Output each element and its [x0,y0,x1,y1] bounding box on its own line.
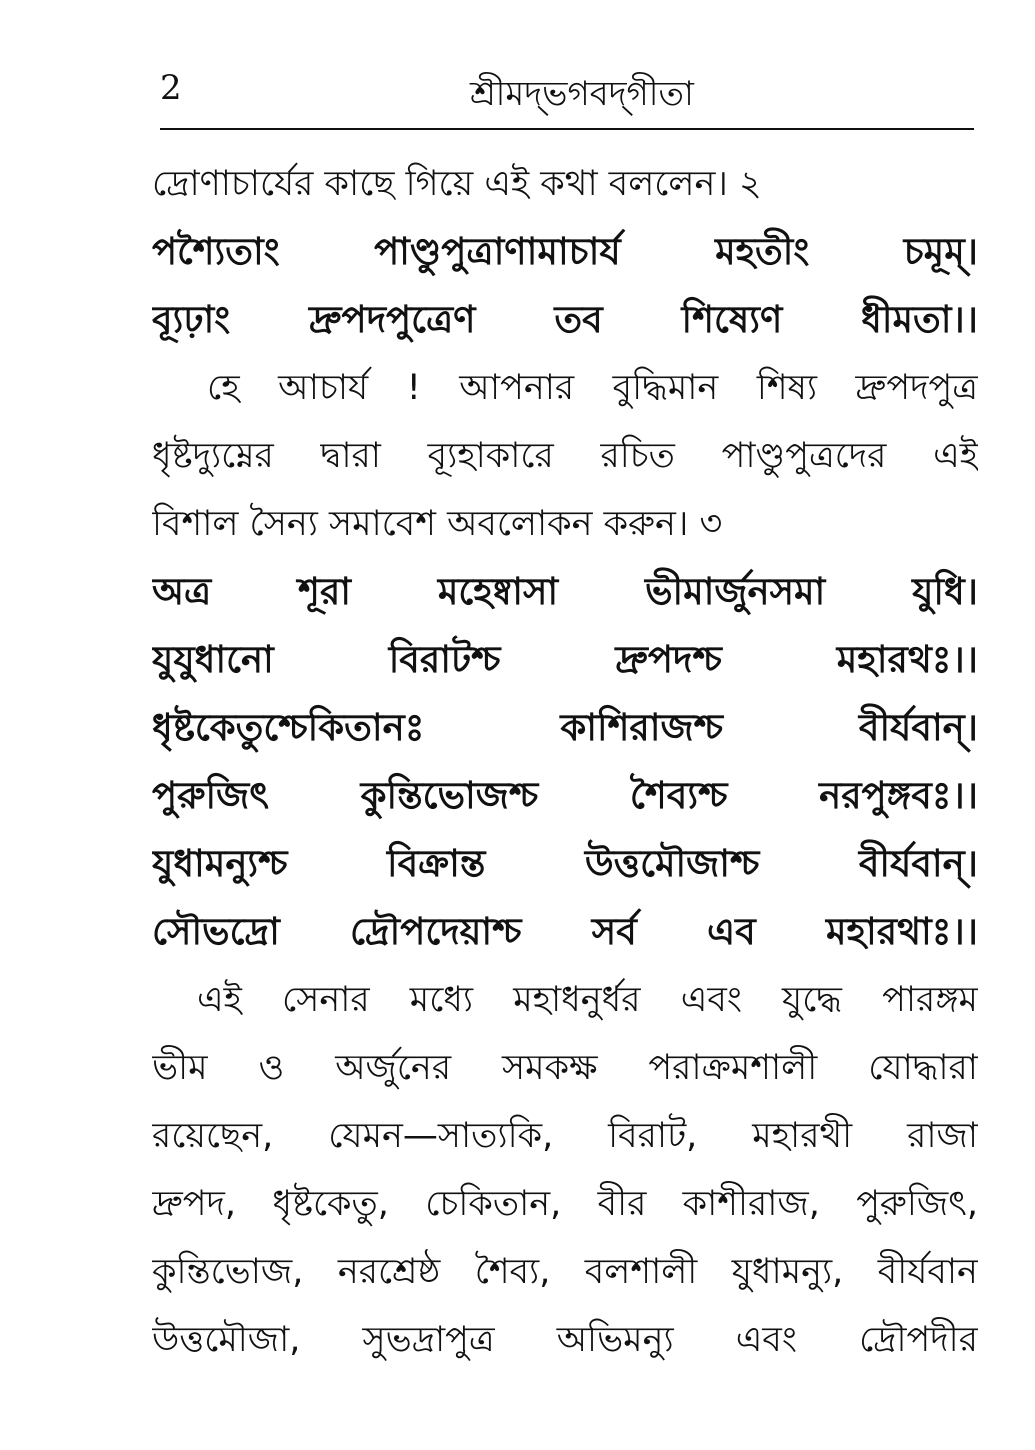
shloka-3 [152,218,978,354]
word: যেমন—সাত্যকি, [328,1116,554,1156]
word: বীর্যবান্‌। [858,706,978,749]
word: ধৃষ্টদ্যুম্নের [152,436,274,476]
word: বলশালী [584,1252,698,1292]
word: অভিমন্যু [556,1320,674,1360]
word: সেনার [282,980,370,1020]
page-body [152,150,978,1374]
word: এই [933,436,978,476]
text-line [152,354,978,422]
header-rule [160,128,974,130]
word: পাণ্ডুপুত্রদের [721,436,887,476]
word: কাশিরাজশ্চ [560,706,723,749]
word: উত্তমৌজাশ্চ [584,842,760,885]
word: শূরা [298,570,352,613]
word: কুন্তিভোজ, [152,1252,304,1292]
word: পশ্যৈতাং [152,230,280,273]
word: হে [207,368,240,408]
word: বিক্রান্ত [387,842,486,885]
word: মধ্যে [409,980,474,1020]
word: মহারথঃ।। [836,638,978,681]
word: দ্রুপদশ্চ [615,638,722,681]
word: দ্রৌপদেয়াশ্চ [350,910,522,953]
word: সুভদ্রাপুত্র [362,1320,495,1360]
word: যুধামন্যু, [731,1252,844,1292]
text-line [152,1102,978,1170]
word: পুরুজিৎ, [856,1184,978,1224]
word: উত্তমৌজা, [152,1320,301,1360]
verse-line [152,558,978,626]
word: যোদ্ধারা [868,1048,978,1088]
text-line [152,150,978,218]
word: মহারথী [752,1116,853,1156]
verse-line [152,218,978,286]
shloka-4-6 [152,558,978,966]
word: মহারথাঃ।। [826,910,978,953]
prose-continuation [152,150,978,218]
word: যুযুধানো [152,638,274,681]
word: রয়েছেন, [152,1116,274,1156]
text-line [152,1034,978,1102]
verse-line [152,626,978,694]
verse-line [152,830,978,898]
page-header [160,62,974,126]
word: দ্রৌপদীর [859,1320,978,1360]
word: আচার্য [278,368,369,408]
word: পাণ্ডুপুত্রাণামাচার্য [374,230,621,273]
word: পুরুজিৎ [152,774,269,817]
word: এই [197,980,242,1020]
word: আপনার [459,368,575,408]
word: এবং [735,1320,797,1360]
word: ভীম [152,1048,208,1088]
word: দ্রুপদ, [152,1184,237,1224]
word: ব্যূঢ়াং [152,298,231,341]
word: সর্ব [591,910,637,953]
page-number: 2 [160,68,182,108]
word: ধীমতা।। [861,298,978,341]
translation-3 [152,354,978,558]
word: নরপুঙ্গবঃ।। [819,774,978,817]
running-title: শ্রীমদ্‌ভগবদ্‌গীতা [470,74,694,114]
word: বিরাটশ্চ [388,638,501,681]
word: মহতীং [715,230,810,273]
word: শৈব্য, [474,1252,551,1292]
text-line [152,1238,978,1306]
word: রচিত [600,436,675,476]
verse-line [152,898,978,966]
word: মহেষ্বাসা [437,570,559,613]
word: ও [258,1048,285,1088]
text-line [152,1306,978,1374]
word: চমূম্‌। [903,230,978,273]
word: যুধি। [912,570,978,613]
word: শিষ্যেণ [681,298,783,341]
word: এব [707,910,756,953]
word: তব [554,298,603,341]
text-line [152,1170,978,1238]
verse-line [152,286,978,354]
word: শৈব্যশ্চ [629,774,728,817]
word: অত্র [152,570,212,613]
word: ভীমার্জুনসমা [644,570,826,613]
word: শিষ্য [756,368,818,408]
word: কাশীরাজ, [682,1184,820,1224]
word: দ্রুপদপুত্রেণ [308,298,476,341]
text-line [152,966,978,1034]
word: রাজা [907,1116,978,1156]
word: পারঙ্গম [882,980,978,1020]
word: পরাক্রমশালী [648,1048,818,1088]
word: ধৃষ্টকেতু, [272,1184,389,1224]
text-line [152,490,978,558]
text-line [152,422,978,490]
word: দ্রোণাচার্যের কাছে গিয়ে এই কথা বললেন। ২ [152,164,762,204]
translation-4-6 [152,966,978,1374]
word: ব্যূহাকারে [427,436,554,476]
word: চেকিতান, [425,1184,562,1224]
word: যুদ্ধে [782,980,842,1020]
word: দ্বারা [320,436,381,476]
word: বিশাল সৈন্য সমাবেশ অবলোকন করুন। ৩ [152,504,723,544]
word: বিরাট, [608,1116,698,1156]
word: মহাধনুর্ধর [513,980,641,1020]
word: বুদ্ধিমান [612,368,719,408]
word: সৌভদ্রো [152,910,280,953]
word: দ্রুপদপুত্র [855,368,978,408]
verse-line [152,762,978,830]
word: বীর [597,1184,647,1224]
word: ! [406,368,421,408]
word: বীর্যবান্‌। [858,842,978,885]
word: নরশ্রেষ্ঠ [337,1252,441,1292]
word: বীর্যবান [877,1252,978,1292]
word: যুধামন্যুশ্চ [152,842,288,885]
word: সমকক্ষ [502,1048,598,1088]
verse-line [152,694,978,762]
word: এবং [680,980,742,1020]
word: কুন্তিভোজশ্চ [360,774,539,817]
word: অর্জুনের [335,1048,452,1088]
word: ধৃষ্টকেতুশ্চেকিতানঃ [152,706,425,749]
